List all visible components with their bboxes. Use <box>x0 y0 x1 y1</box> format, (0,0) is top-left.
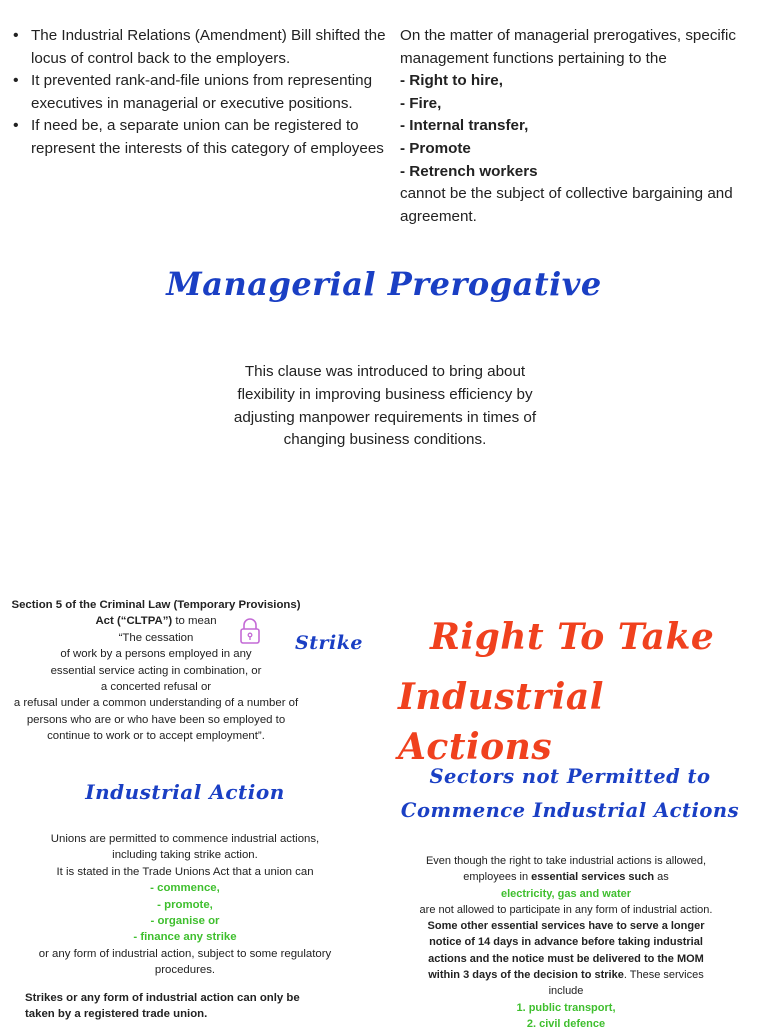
body-line: including taking strike action. <box>112 849 258 862</box>
action-item: - finance any strike <box>133 931 237 944</box>
strike-heading: Strike <box>295 632 363 654</box>
include-line: include <box>548 985 584 998</box>
definition-line: a concerted refusal or <box>100 681 212 694</box>
prerogative-item: - Internal transfer, <box>400 117 529 135</box>
managerial-title: Managerial Prerogative <box>166 265 602 303</box>
sectors-title <box>400 760 740 828</box>
industrial-action-title: Industrial Action <box>85 780 285 804</box>
act-line: Section 5 of the Criminal Law (Temporary Provisions) <box>11 599 301 611</box>
notice-bold: within 3 days of the decision to strike <box>428 969 624 982</box>
bullet-item: • It prevented rank-and-file unions from representing executives in managerial or executive positions. <box>9 70 389 115</box>
bullet-item: • The Industrial Relations (Amendment) Bill shifted the locus of control back to the employers. <box>9 25 389 70</box>
action-item: - promote, <box>157 898 213 911</box>
definition-line: of work by a persons employed in any <box>60 648 252 661</box>
notice-line: Some other essential services have to serve a longer <box>427 920 705 933</box>
strike-definition <box>0 597 312 745</box>
prerogative-item: - Fire, <box>400 94 442 112</box>
right-title-line2: Industrial Actions <box>398 676 604 768</box>
notice-line: actions and the notice must be delivered to the MOM <box>428 952 704 965</box>
sectors-body <box>395 853 737 1032</box>
notice-line: notice of 14 days in advance before taking industrial <box>429 936 703 949</box>
registered-union-note <box>25 990 345 1022</box>
action-item: - organise or <box>150 915 220 928</box>
action-item: - commence, <box>150 882 220 895</box>
managerial-body: This clause was introduced to bring about flexibility in improving business efficiency by adjusting manpower requirements in times of changing business conditions. <box>233 363 537 449</box>
sectors-pre: employees in <box>463 871 532 884</box>
service-item: 1. public transport, <box>516 1001 616 1014</box>
notice-last-line <box>395 967 737 983</box>
sectors-line: are not allowed to participate in any form of industrial action. <box>419 903 713 916</box>
body-line: procedures. <box>154 964 216 977</box>
prerogative-item: - Right to hire, <box>400 72 503 90</box>
bullet-item: • If need be, a separate union can be registered to represent the interests of this category of employees <box>9 115 389 160</box>
note-line: Strikes or any form of industrial action can only be <box>25 992 300 1004</box>
body-line: Unions are permitted to commence industrial actions, <box>50 833 320 845</box>
prerogative-intro: On the matter of managerial prerogatives, specific management functions pertaining to the <box>400 27 736 67</box>
body-line: It is stated in the Trade Unions Act that a union can <box>56 865 314 878</box>
industrial-action-body <box>20 831 350 979</box>
service-item: 2. civil defence <box>526 1017 606 1030</box>
act-line-2 <box>0 613 312 629</box>
definition-line: a refusal under a common understanding of a number of <box>13 697 299 710</box>
sectors-title-line: Commence Industrial Actions <box>400 799 740 822</box>
prerogative-list <box>400 25 760 228</box>
act-name: Act (“CLTPA”) <box>95 615 173 628</box>
prerogative-item: - Promote <box>400 139 471 157</box>
prerogative-outro: cannot be the subject of collective bargaining and agreement. <box>400 185 733 225</box>
essential-services: electricity, gas and water <box>500 887 632 900</box>
sectors-bold: essential services such <box>531 871 655 884</box>
act-suffix: to mean <box>172 615 217 628</box>
notice-rest: . These services <box>623 969 704 982</box>
body-line: or any form of industrial action, subject to some regulatory <box>38 947 332 960</box>
note-line: taken by a registered trade union. <box>25 1008 208 1020</box>
prerogative-item: - Retrench workers <box>400 162 538 180</box>
sectors-post: as <box>654 871 669 884</box>
right-title-line1: Right To Take <box>430 616 715 658</box>
sectors-line: Even though the right to take industrial actions is allowed, <box>425 855 707 867</box>
definition-line: essential service acting in combination, or <box>50 664 262 677</box>
definition-line: persons who are or who have been so employed to <box>26 713 286 726</box>
sectors-line-2 <box>395 869 737 885</box>
bullet-list <box>9 25 389 161</box>
lock-icon <box>238 617 262 645</box>
definition-line: “The cessation <box>118 631 194 644</box>
definition-line: continue to work or to accept employment”. <box>47 730 265 743</box>
sectors-title-line: Sectors not Permitted to <box>429 765 711 788</box>
